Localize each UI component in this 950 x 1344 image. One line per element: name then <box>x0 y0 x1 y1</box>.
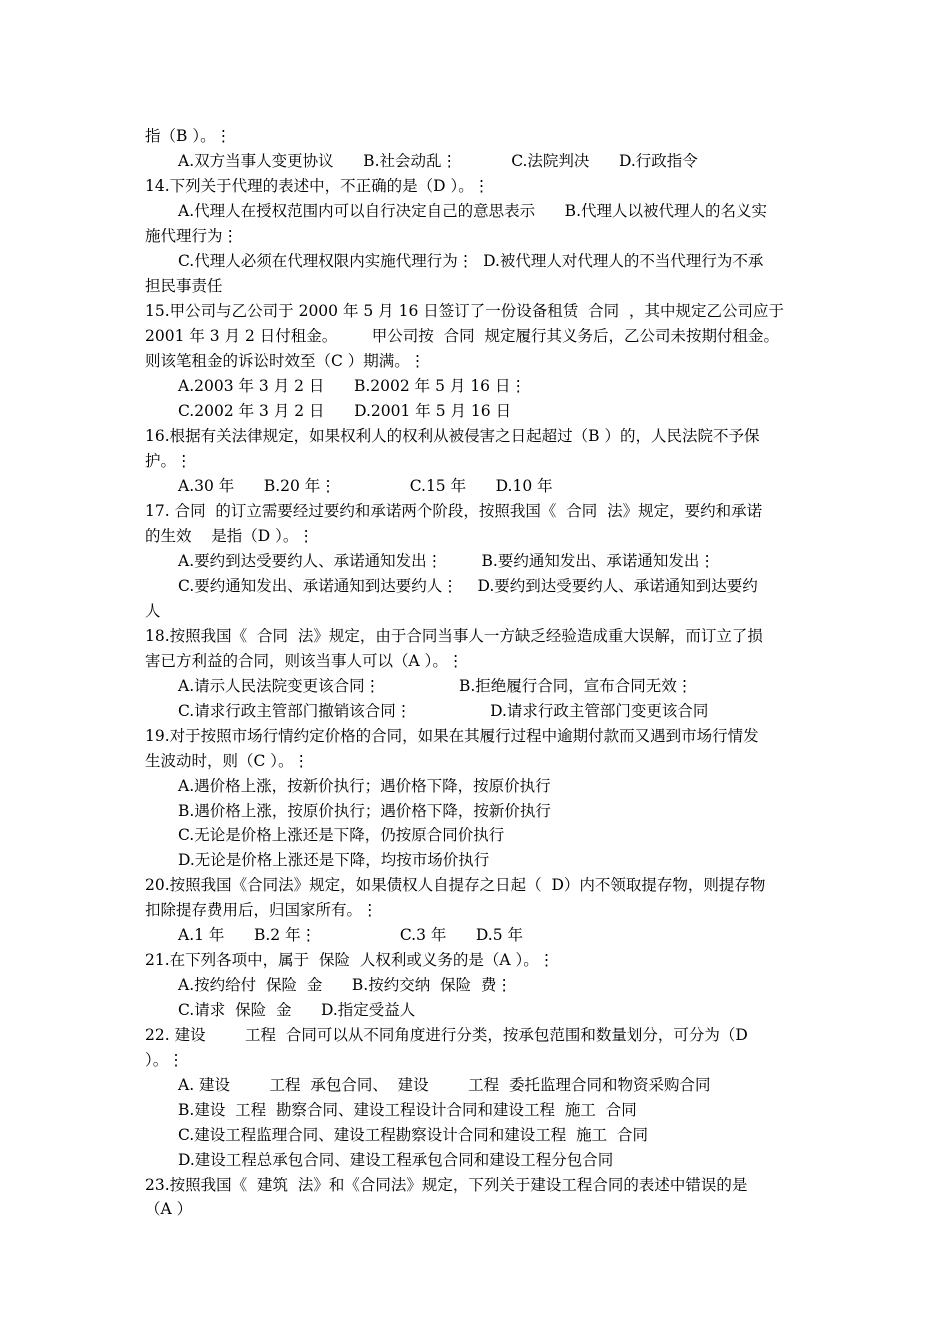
text-line: C.请求行政主管部门撤销该合同⋮ D.请求行政主管部门变更该合同 <box>178 702 709 720</box>
text-line: C.2002 年 3 月 2 日 D.2001 年 5 月 16 日 <box>178 402 512 420</box>
text-line: A.代理人在授权范围内可以自行决定自己的意思表示 B.代理人以被代理人的名义实 <box>178 202 768 220</box>
text-line: 14.下列关于代理的表述中，不正确的是（D ）。⋮ <box>145 177 490 195</box>
text-line: 担民事责任 <box>145 277 223 295</box>
text-line: A.请示人民法院变更该合同⋮ B.拒绝履行合同，宣布合同无效⋮ <box>178 677 693 695</box>
text-line: A.2003 年 3 月 2 日 B.2002 年 5 月 16 日⋮ <box>178 377 526 395</box>
text-line: 扣除提存费用后，归国家所有。⋮ <box>145 901 378 919</box>
text-line: D.建设工程总承包合同、建设工程承包合同和建设工程分包合同 <box>178 1151 614 1169</box>
text-line: 18.按照我国《 合同 法》规定，由于合同当事人一方缺乏经验造成重大误解，而订立了损 <box>145 627 763 645</box>
text-line: 指（B ）。⋮ <box>145 127 232 145</box>
text-line: 21.在下列各项中，属于 保险 人权利或义务的是（A ）。⋮ <box>145 951 555 969</box>
text-line: （A ） <box>145 1200 193 1218</box>
text-line: C.要约通知发出、承诺通知到达要约人⋮ D.要约到达受要约人、承诺通知到达要约 <box>178 577 758 595</box>
text-line: A. 建设 工程 承包合同、 建设 工程 委托监理合同和物资采购合同 <box>178 1076 711 1094</box>
text-line: 23.按照我国《 建筑 法》和《合同法》规定，下列关于建设工程合同的表述中错误的是 <box>145 1176 748 1194</box>
text-line: 20.按照我国《合同法》规定，如果债权人自提存之日起（ D）内不领取提存物，则提存物 <box>145 876 766 894</box>
text-line: A.双方当事人变更协议 B.社会动乱⋮ C.法院判决 D.行政指令 <box>178 152 698 170</box>
text-line: 施代理行为⋮ <box>145 227 239 245</box>
text-line: 15.甲公司与乙公司于 2000 年 5 月 16 日签订了一份设备租赁 合同 ，其中规定乙公司应于 <box>145 302 784 320</box>
text-line: A.遇价格上涨，按新价执行；遇价格下降，按原价执行 <box>178 777 551 795</box>
text-line: A.1 年 B.2 年⋮ C.3 年 D.5 年 <box>178 926 524 944</box>
text-line: 则该笔租金的诉讼时效至（C ）期满。⋮ <box>145 352 426 370</box>
text-line: 16.根据有关法律规定，如果权利人的权利从被侵害之日起超过（B ）的，人民法院不予保 <box>145 427 760 445</box>
text-line: 19.对于按照市场行情约定价格的合同，如果在其履行过程中逾期付款而又遇到市场行情发 <box>145 727 759 745</box>
text-line: D.无论是价格上涨还是下降，均按市场价执行 <box>178 851 490 869</box>
text-line: C.代理人必须在代理权限内实施代理行为⋮ D.被代理人对代理人的不当代理行为不承 <box>178 252 764 270</box>
text-line: 人 <box>145 602 161 620</box>
text-line: 2001 年 3 月 2 日付租金。 甲公司按 合同 规定履行其义务后，乙公司未按期付租金。 <box>145 327 780 345</box>
text-line: 护。⋮ <box>145 452 192 470</box>
text-line: ）。⋮ <box>145 1051 184 1069</box>
text-line: B.遇价格上涨，按原价执行；遇价格下降，按新价执行 <box>178 802 551 820</box>
text-line: 的生效 是指（D ）。⋮ <box>145 527 314 545</box>
text-line: 害已方利益的合同，则该当事人可以（A ）。⋮ <box>145 652 464 670</box>
text-line: A.30 年 B.20 年⋮ C.15 年 D.10 年 <box>178 477 553 495</box>
text-line: A.要约到达受要约人、承诺通知发出⋮ B.要约通知发出、承诺通知发出⋮ <box>178 552 715 570</box>
text-line: C.请求 保险 金 D.指定受益人 <box>178 1001 416 1019</box>
text-line: 17. 合同 的订立需要经过要约和承诺两个阶段，按照我国《 合同 法》规定，要约和承诺 <box>145 502 763 520</box>
text-line: A.按约给付 保险 金 B.按约交纳 保险 费⋮ <box>178 976 512 994</box>
text-line: 22. 建设 工程 合同可以从不同角度进行分类，按承包范围和数量划分，可分为（D <box>145 1026 748 1044</box>
text-line: 生波动时，则（C ）。⋮ <box>145 752 310 770</box>
text-line: B.建设 工程 勘察合同、建设工程设计合同和建设工程 施工 合同 <box>178 1101 637 1119</box>
text-line: C.无论是价格上涨还是下降，仍按原合同价执行 <box>178 826 505 844</box>
text-line: C.建设工程监理合同、建设工程勘察设计合同和建设工程 施工 合同 <box>178 1126 648 1144</box>
